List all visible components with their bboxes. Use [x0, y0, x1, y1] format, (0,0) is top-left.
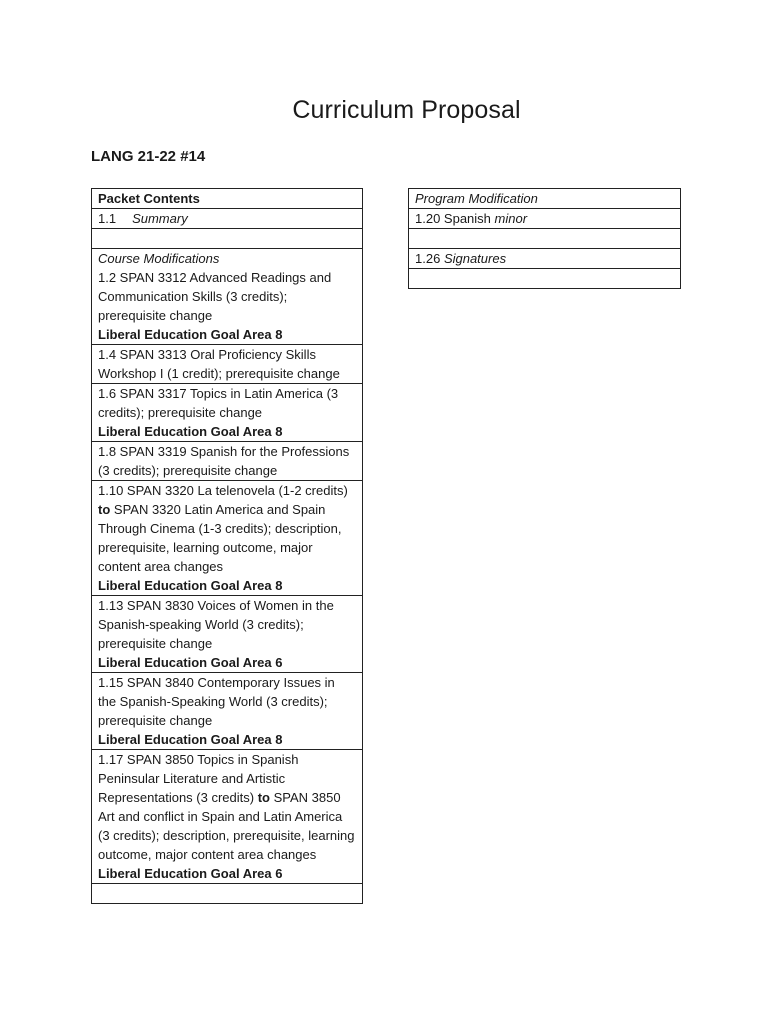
empty-cell	[92, 229, 363, 249]
program-modification-table	[408, 188, 681, 289]
signatures-cell	[409, 249, 681, 269]
summary-label: Summary	[132, 211, 188, 226]
summary-number: 1.1	[98, 211, 117, 226]
table-row	[92, 249, 363, 345]
table-row	[409, 209, 681, 229]
table-row	[409, 269, 681, 289]
course-item-text: 1.13 SPAN 3830 Voices of Women in the Spanish-speaking World (3 credits); prerequisite change	[98, 598, 334, 651]
table-row	[92, 209, 363, 229]
course-item-text: 1.15 SPAN 3840 Contemporary Issues in the Spanish-Speaking World (3 credits); prerequisite change	[98, 675, 335, 728]
table-row	[92, 442, 363, 481]
goal-area-label: Liberal Education Goal Area 6	[98, 866, 283, 881]
table-row	[92, 345, 363, 384]
table-row	[92, 384, 363, 442]
course-item-text: SPAN 3850 Art and conflict in Spain and Latin America (3 credits); description, prerequisite, learning outcome, major content area changes	[98, 790, 355, 862]
course-item-text: 1.8 SPAN 3319 Spanish for the Professions (3 credits); prerequisite change	[98, 444, 350, 478]
table-row	[409, 189, 681, 209]
program-modification-header: Program Modification	[409, 189, 681, 209]
to-connector: to	[98, 502, 111, 517]
course-item-text: 1.17 SPAN 3850 Topics in Spanish Peninsular Literature and Artistic Representations (3 credits)	[98, 752, 299, 805]
course-mod-cell-6	[92, 596, 363, 673]
course-mod-cell-8	[92, 750, 363, 884]
table-row	[92, 673, 363, 750]
signatures-number: 1.26	[415, 251, 441, 266]
goal-area-label: Liberal Education Goal Area 6	[98, 655, 283, 670]
packet-contents-header: Packet Contents	[92, 189, 363, 209]
minor-text: 1.20 Spanish	[415, 211, 491, 226]
course-mod-cell-2	[92, 345, 363, 384]
to-connector: to	[257, 790, 270, 805]
table-row	[92, 189, 363, 209]
course-mod-cell-4	[92, 442, 363, 481]
table-row	[92, 229, 363, 249]
packet-contents-table	[91, 188, 363, 904]
goal-area-label: Liberal Education Goal Area 8	[98, 327, 283, 342]
empty-cell	[92, 884, 363, 904]
course-mod-cell-5	[92, 481, 363, 596]
table-row	[92, 750, 363, 884]
course-item-text: SPAN 3320 Latin America and Spain Through Cinema (1-3 credits); description, prerequisite, learning outcome, major content area changes	[98, 502, 342, 574]
table-row	[92, 884, 363, 904]
table-row	[409, 229, 681, 249]
table-row	[92, 596, 363, 673]
document-code: LANG 21-22 #14	[91, 148, 206, 165]
table-row	[92, 481, 363, 596]
goal-area-label: Liberal Education Goal Area 8	[98, 424, 283, 439]
course-mod-cell-3	[92, 384, 363, 442]
empty-cell	[409, 269, 681, 289]
signatures-label: Signatures	[443, 251, 507, 266]
goal-area-label: Liberal Education Goal Area 8	[98, 732, 283, 747]
course-modifications-label: Course Modifications	[98, 251, 220, 266]
minor-italic: minor	[494, 211, 528, 226]
course-item-text: 1.2 SPAN 3312 Advanced Readings and Communication Skills (3 credits); prerequisite change	[98, 270, 332, 323]
document-title: Curriculum Proposal	[292, 96, 521, 124]
course-mod-cell-1	[92, 249, 363, 345]
table-row	[409, 249, 681, 269]
course-item-text: 1.6 SPAN 3317 Topics in Latin America (3 credits); prerequisite change	[98, 386, 339, 420]
goal-area-label: Liberal Education Goal Area 8	[98, 578, 283, 593]
course-mod-cell-7	[92, 673, 363, 750]
empty-cell	[409, 229, 681, 249]
course-item-text: 1.4 SPAN 3313 Oral Proficiency Skills Workshop I (1 credit); prerequisite change	[98, 347, 340, 381]
spanish-minor-cell	[409, 209, 681, 229]
summary-cell	[92, 209, 363, 229]
course-item-text: 1.10 SPAN 3320 La telenovela (1-2 credits)	[98, 483, 348, 498]
